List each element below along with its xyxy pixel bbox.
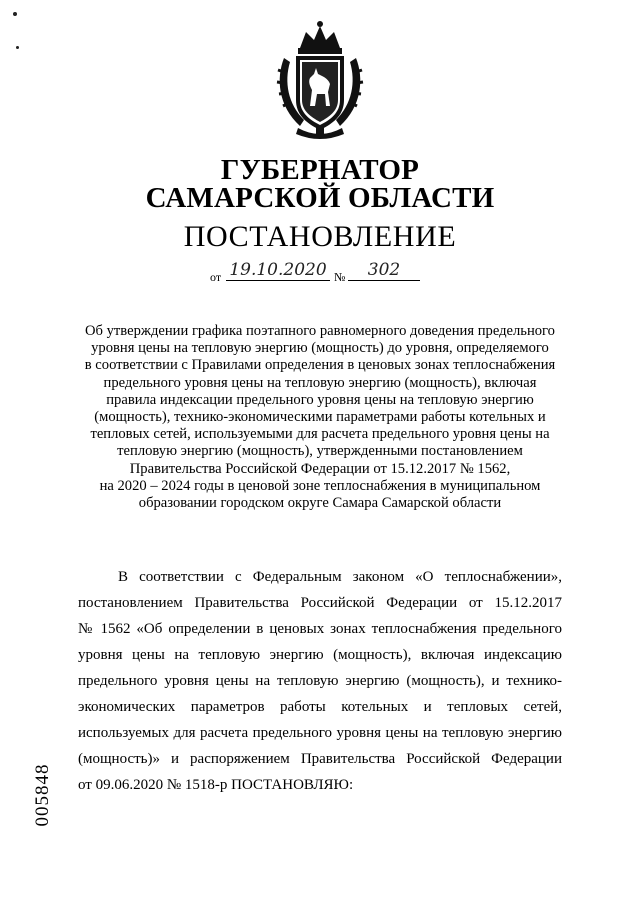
date-label: от: [210, 270, 222, 284]
title-line: тепловую энергию (мощность), утвержденными постановлением: [117, 443, 523, 460]
handwritten-date: 19.10.2020: [226, 260, 330, 281]
title-line: тепловых сетей, используемыми для расчета предельного уровня цены на: [90, 426, 550, 443]
coat-of-arms-emblem: [270, 18, 370, 140]
document-subject-title: [72, 323, 568, 512]
title-line: (мощность), технико-экономическими параметрами работы котельных и: [94, 409, 546, 426]
title-line: в соответствии с Правилами определения в ценовых зонах теплоснабжения: [84, 357, 556, 374]
body-line: используемых для расчета предельного уровня цены на тепловую энергию: [78, 725, 562, 741]
title-line: предельного уровня цены на тепловую энергию (мощность), включая: [103, 374, 537, 391]
title-line: уровня цены на тепловую энергию (мощность) до уровня, определяемого: [91, 340, 549, 357]
body-line: постановлением Правительства Российской Федерации от 15.12.2017: [78, 595, 562, 611]
body-line: уровня цены на тепловую энергию (мощность), включая индексацию: [78, 647, 562, 663]
body-line: экономических параметров работы котельных и тепловых сетей,: [78, 699, 562, 715]
scan-speck: [16, 46, 19, 49]
handwritten-number: 302: [348, 260, 420, 281]
body-line: № 1562 «Об определении в ценовых зонах теплоснабжения предельного: [78, 621, 562, 637]
title-line: образовании городском округе Самара Самарской области: [138, 495, 502, 512]
body-line: предельного уровня цены на тепловую энергию (мощность), и технико-: [78, 673, 562, 689]
date-number-line: [210, 260, 440, 284]
document-body-paragraph: [78, 564, 562, 798]
title-line: на 2020 – 2024 годы в ценовой зоне теплоснабжения в муниципальном: [99, 477, 541, 494]
scan-speck: [13, 12, 17, 16]
title-line: Правительства Российской Федерации от 15.12.2017 № 1562,: [129, 460, 511, 477]
side-serial-number: 005848: [32, 763, 53, 827]
body-line: от 09.06.2020 № 1518-р ПОСТАНОВЛЯЮ:: [78, 777, 354, 793]
number-label: №: [334, 270, 346, 284]
title-line: Об утверждении графика поэтапного равномерного доведения предельного: [85, 323, 555, 339]
title-line: правила индексации предельного уровня цены на тепловую энергию: [106, 391, 534, 408]
issuer-title-line2: САМАРСКОЙ ОБЛАСТИ: [145, 182, 495, 214]
issuer-title-line1: ГУБЕРНАТОР: [220, 154, 420, 186]
body-line: (мощность)» и распоряжением Правительства Российской Федерации: [78, 751, 562, 767]
document-type-heading: ПОСТАНОВЛЕНИЕ: [183, 220, 457, 253]
body-line: В соответствии с Федеральным законом «О теплоснабжении»,: [118, 569, 562, 585]
